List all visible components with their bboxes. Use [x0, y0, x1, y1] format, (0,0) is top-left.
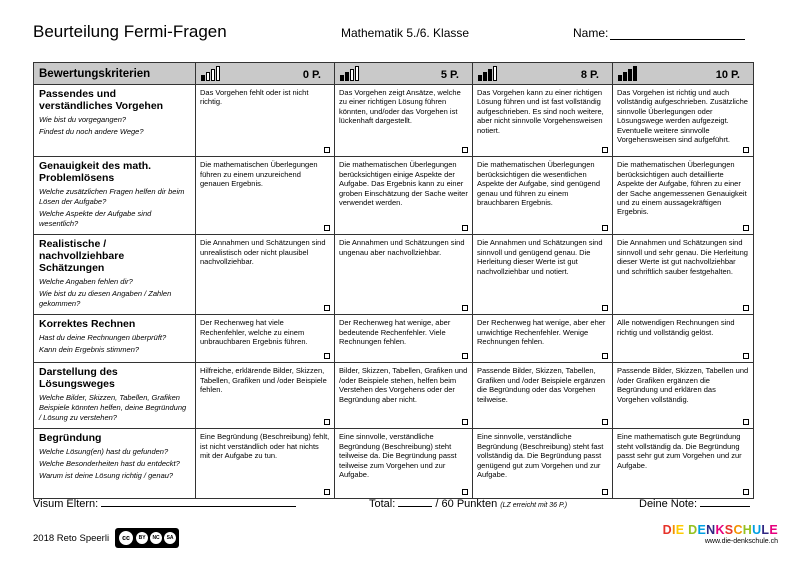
- checkbox[interactable]: [462, 305, 468, 311]
- descriptor-text: Der Rechenweg hat wenige, aber bedeutende Rechenfehler. Viele Rechnungen fehlen.: [339, 318, 451, 347]
- rubric-row: [34, 315, 754, 363]
- descriptor-text: Alle notwendigen Rechnungen sind richtig und vollständig gelöst.: [617, 318, 735, 337]
- subject-label: Mathematik 5./6. Klasse: [341, 26, 470, 40]
- level-header-1: [335, 63, 473, 85]
- descriptor-text: Das Vorgehen kann zu einer richtigen Lösung führen und ist fast vollständig aufgeschrieben. Es sind noch weitere, aber nicht sinnvolle Vorgehensweisen notiert.: [477, 88, 604, 135]
- page-header: [33, 22, 778, 44]
- rubric-row: [34, 85, 754, 157]
- level-descriptor-cell: [335, 363, 473, 429]
- level-header-2: [473, 63, 613, 85]
- descriptor-text: Die Annahmen und Schätzungen sind sinnvoll und sehr genau. Die Herleitung dieser Werte ist gut nachvollziehbar und schriftlich sauber festgehalten.: [617, 238, 748, 276]
- brand-name: [663, 523, 778, 537]
- level-descriptor-cell: [473, 363, 613, 429]
- total-suffix: / 60 Punkten: [435, 498, 498, 510]
- signal-bar: [628, 69, 632, 81]
- signal-bar: [623, 72, 627, 81]
- signal-bar: [211, 69, 215, 81]
- signal-bar: [633, 66, 637, 81]
- descriptor-text: Die Annahmen und Schätzungen sind sinnvoll und genügend genau. Die Herleitung dieser Werte ist gut nachvollziehbar und notiert.: [477, 238, 603, 276]
- descriptor-text: Die mathematischen Überlegungen führen zu einem unzureichend genauen Ergebnis.: [200, 160, 318, 189]
- criterion-question: Welche Bilder, Skizzen, Tabellen, Grafiken Beispiele könnten helfen, deine Begründung / Lösung zu verstehen?: [39, 393, 187, 423]
- level-descriptor-cell: [335, 157, 473, 235]
- level-points: 0 P.: [302, 69, 321, 81]
- brand-url: www.die-denkschule.ch: [704, 538, 778, 545]
- cc-icon: cc: [118, 530, 134, 546]
- checkbox[interactable]: [462, 419, 468, 425]
- signal-bar: [201, 75, 205, 81]
- rubric-row: [34, 157, 754, 235]
- signal-bar: [206, 72, 210, 81]
- level-descriptor-cell: [613, 85, 754, 157]
- signal-bar: [618, 75, 622, 81]
- checkbox[interactable]: [324, 147, 330, 153]
- by-icon: BY: [136, 532, 148, 544]
- level-descriptor-cell: [613, 235, 754, 315]
- criterion-question: Kann dein Ergebnis stimmen?: [39, 345, 140, 355]
- brand-word: DENKSCHULE: [688, 523, 778, 537]
- signal-bar: [488, 69, 492, 81]
- checkbox[interactable]: [743, 489, 749, 495]
- visum-line[interactable]: [101, 496, 296, 507]
- nc-icon: NC: [150, 532, 162, 544]
- criterion-title: Passendes und verständliches Vorgehen: [39, 88, 164, 112]
- criterion-question: Warum ist deine Lösung richtig / genau?: [39, 471, 174, 481]
- criterion-question: Welche Angaben fehlen dir?: [39, 277, 133, 287]
- checkbox[interactable]: [602, 147, 608, 153]
- descriptor-text: Eine mathematisch gute Begründung steht vollständig da. Die Begründung passt sehr gut zum Vorgehen und zur Aufgabe.: [617, 432, 742, 470]
- signal-bar: [483, 72, 487, 81]
- criterion-question: Welche Lösung(en) hast du gefunden?: [39, 447, 169, 457]
- level-descriptor-cell: [613, 315, 754, 363]
- level-descriptor-cell: [473, 85, 613, 157]
- signal-bar: [478, 75, 482, 81]
- descriptor-text: Eine sinnvolle, verständliche Begründung (Beschreibung) steht fast vollständig da. Die Begründung passt genügend gut zum Vorgehen und zur Aufgabe.: [477, 432, 604, 480]
- rubric-row: [34, 429, 754, 499]
- criterion-question: Wie bist du vorgegangen?: [39, 115, 127, 124]
- visum-field[interactable]: [33, 496, 296, 510]
- level-descriptor-cell: [196, 363, 335, 429]
- visum-label: Visum Eltern:: [33, 498, 99, 510]
- signal-bar: [355, 66, 359, 81]
- criterion-cell: [34, 315, 196, 363]
- criteria-header: Bewertungskriterien: [34, 63, 196, 85]
- total-note: (LZ erreicht mit 36 P.): [500, 502, 568, 509]
- level-descriptor-cell: [196, 157, 335, 235]
- descriptor-text: Die mathematischen Überlegungen berücksichtigen die wesentlichen Aspekte der Aufgabe, sind genügend genau und führen zu einem brauchbaren Ergebnis.: [477, 160, 601, 208]
- descriptor-text: Die mathematischen Überlegungen berücksichtigen einige Aspekte der Aufgabe. Das Ergebnis kann zu einer groben Einschätzung der Sache weiter verwendet werden.: [339, 160, 468, 208]
- checkbox[interactable]: [602, 353, 608, 359]
- level-points: 5 P.: [440, 69, 459, 81]
- checkbox[interactable]: [462, 225, 468, 231]
- level-header-3: [613, 63, 754, 85]
- descriptor-text: Bilder, Skizzen, Tabellen, Grafiken und /oder Beispiele stehen, helfen beim Verstehen des Vorgehens oder der Begründung aber nicht.: [339, 366, 468, 404]
- criterion-cell: [34, 235, 196, 315]
- level-descriptor-cell: [613, 429, 754, 499]
- level-descriptor-cell: [335, 235, 473, 315]
- signal-bars-icon: [201, 66, 220, 81]
- criterion-title: Darstellung des Lösungsweges: [39, 366, 118, 391]
- name-label: Name:: [573, 26, 609, 40]
- checkbox[interactable]: [602, 489, 608, 495]
- checkbox[interactable]: [602, 225, 608, 231]
- signal-bar: [216, 66, 220, 81]
- checkbox[interactable]: [462, 147, 468, 153]
- descriptor-text: Passende Bilder, Skizzen, Tabellen, Grafiken und /oder Beispiele ergänzen die Begründung oder das Vorgehen teilweise.: [477, 366, 605, 404]
- descriptor-text: Das Vorgehen zeigt Ansätze, welche zu einer richtigen Lösung führen könnten, und/oder das Vorgehen ist lückenhaft dargestellt.: [339, 88, 461, 126]
- level-descriptor-cell: [196, 315, 335, 363]
- level-descriptor-cell: [473, 315, 613, 363]
- grade-line[interactable]: [700, 496, 750, 507]
- level-descriptor-cell: [473, 429, 613, 499]
- level-descriptor-cell: [473, 235, 613, 315]
- rubric-row: [34, 363, 754, 429]
- checkbox[interactable]: [743, 147, 749, 153]
- cc-license-badge-icon: [115, 528, 179, 548]
- checkbox[interactable]: [602, 305, 608, 311]
- criterion-question: Hast du deine Rechnungen überprüft?: [39, 333, 167, 343]
- level-descriptor-cell: [613, 363, 754, 429]
- signal-bars-icon: [478, 66, 497, 81]
- level-descriptor-cell: [613, 157, 754, 235]
- criterion-cell: [34, 157, 196, 235]
- descriptor-text: Die Annahmen und Schätzungen sind ungenau aber nachvollziehbar.: [339, 238, 465, 257]
- criterion-question: Wie bist du zu diesen Angaben / Zahlen gekommen?: [39, 289, 172, 309]
- checkbox[interactable]: [324, 305, 330, 311]
- copyright-text: 2018 Reto Speerli: [33, 532, 110, 544]
- total-field[interactable]: [369, 496, 567, 510]
- checkbox[interactable]: [743, 225, 749, 231]
- name-field[interactable]: [573, 26, 745, 40]
- total-label: Total:: [369, 498, 396, 510]
- signal-bar: [350, 69, 354, 81]
- checkbox[interactable]: [324, 353, 330, 359]
- checkbox[interactable]: [324, 419, 330, 425]
- descriptor-text: Die mathematischen Überlegungen berücksichtigen auch detaillierte Aspekte der Aufgabe, führen zu einer der Sache angemessenen Genauigkeit und zu einem aussagekräftigen Ergebnis.: [617, 160, 747, 217]
- criterion-question: Findest du noch andere Wege?: [39, 127, 144, 136]
- checkbox[interactable]: [743, 353, 749, 359]
- criterion-question: Welche Aspekte der Aufgabe sind wesentlich?: [39, 209, 152, 229]
- rubric-table: [33, 62, 754, 499]
- checkbox[interactable]: [462, 353, 468, 359]
- descriptor-text: Das Vorgehen fehlt oder ist nicht richtig.: [200, 88, 309, 107]
- criterion-cell: [34, 85, 196, 157]
- name-line[interactable]: [610, 28, 745, 40]
- criterion-question: Welche zusätzlichen Fragen helfen dir beim Lösen der Aufgabe?: [39, 187, 185, 207]
- level-descriptor-cell: [196, 429, 335, 499]
- copyright-block: [33, 528, 179, 548]
- descriptor-text: Das Vorgehen ist richtig und auch vollständig aufgeschrieben. Zusätzliche sinnvolle Überlegungen oder Lösungswege werden aufgezeigt. Eventuelle weitere sinnvolle Vorgehensweisen sind aufgeführt.: [617, 88, 748, 145]
- rubric-header-row: [34, 63, 754, 85]
- criterion-question: Welche Besonderheiten hast du entdeckt?: [39, 459, 180, 469]
- checkbox[interactable]: [743, 419, 749, 425]
- descriptor-text: Die Annahmen und Schätzungen sind unrealistisch oder nicht plausibel nachvollziehbar.: [200, 238, 326, 267]
- checkbox[interactable]: [324, 225, 330, 231]
- brand-word: DIE: [662, 523, 685, 537]
- level-descriptor-cell: [473, 157, 613, 235]
- descriptor-text: Eine Begründung (Beschreibung) fehlt, ist nicht verständlich oder hat nichts mit der Aufgabe zu tun.: [200, 432, 330, 461]
- grade-field[interactable]: [639, 496, 750, 510]
- signal-bars-icon: [618, 66, 637, 81]
- level-header-0: [196, 63, 335, 85]
- descriptor-text: Eine sinnvolle, verständliche Begründung (Beschreibung) steht teilweise da. Die Begründung passt teilweise zum Vorgehen und zur Aufgabe.: [339, 432, 457, 480]
- signal-bar: [340, 75, 344, 81]
- level-descriptor-cell: [196, 235, 335, 315]
- criterion-cell: [34, 363, 196, 429]
- criterion-title: Korrektes Rechnen: [39, 318, 136, 331]
- level-descriptor-cell: [196, 85, 335, 157]
- descriptor-text: Der Rechenweg hat wenige, aber eher unwichtige Rechenfehler. Wenige Rechnungen fehlen.: [477, 318, 606, 347]
- descriptor-text: Hilfreiche, erklärende Bilder, Skizzen, Tabellen, Grafiken und /oder Beispiele fehlen.: [200, 366, 327, 395]
- sa-icon: SA: [164, 532, 176, 544]
- page-title: Beurteilung Fermi-Fragen: [33, 22, 227, 41]
- total-line[interactable]: [398, 496, 432, 507]
- signal-bar: [345, 72, 349, 81]
- criterion-cell: [34, 429, 196, 499]
- rubric-row: [34, 235, 754, 315]
- level-descriptor-cell: [335, 429, 473, 499]
- criterion-title: Genauigkeit des math. Problemlösens: [39, 160, 152, 185]
- level-descriptor-cell: [335, 85, 473, 157]
- signal-bars-icon: [340, 66, 359, 81]
- checkbox[interactable]: [602, 419, 608, 425]
- descriptor-text: Passende Bilder, Skizzen, Tabellen und /oder Grafiken ergänzen die Begründung und erklären das Vorgehen vollständig.: [617, 366, 749, 404]
- descriptor-text: Der Rechenweg hat viele Rechenfehler, welche zu einem unbrauchbaren Ergebnis führen.: [200, 318, 308, 347]
- checkbox[interactable]: [324, 489, 330, 495]
- brand-logo: [663, 523, 778, 545]
- signal-bar: [493, 66, 497, 81]
- checkbox[interactable]: [743, 305, 749, 311]
- criterion-title: Realistische / nachvollziehbare Schätzungen: [39, 238, 125, 275]
- level-points: 8 P.: [580, 69, 599, 81]
- level-descriptor-cell: [335, 315, 473, 363]
- level-points: 10 P.: [715, 69, 740, 81]
- checkbox[interactable]: [462, 489, 468, 495]
- grade-label: Deine Note:: [639, 498, 698, 510]
- criterion-title: Begründung: [39, 432, 102, 445]
